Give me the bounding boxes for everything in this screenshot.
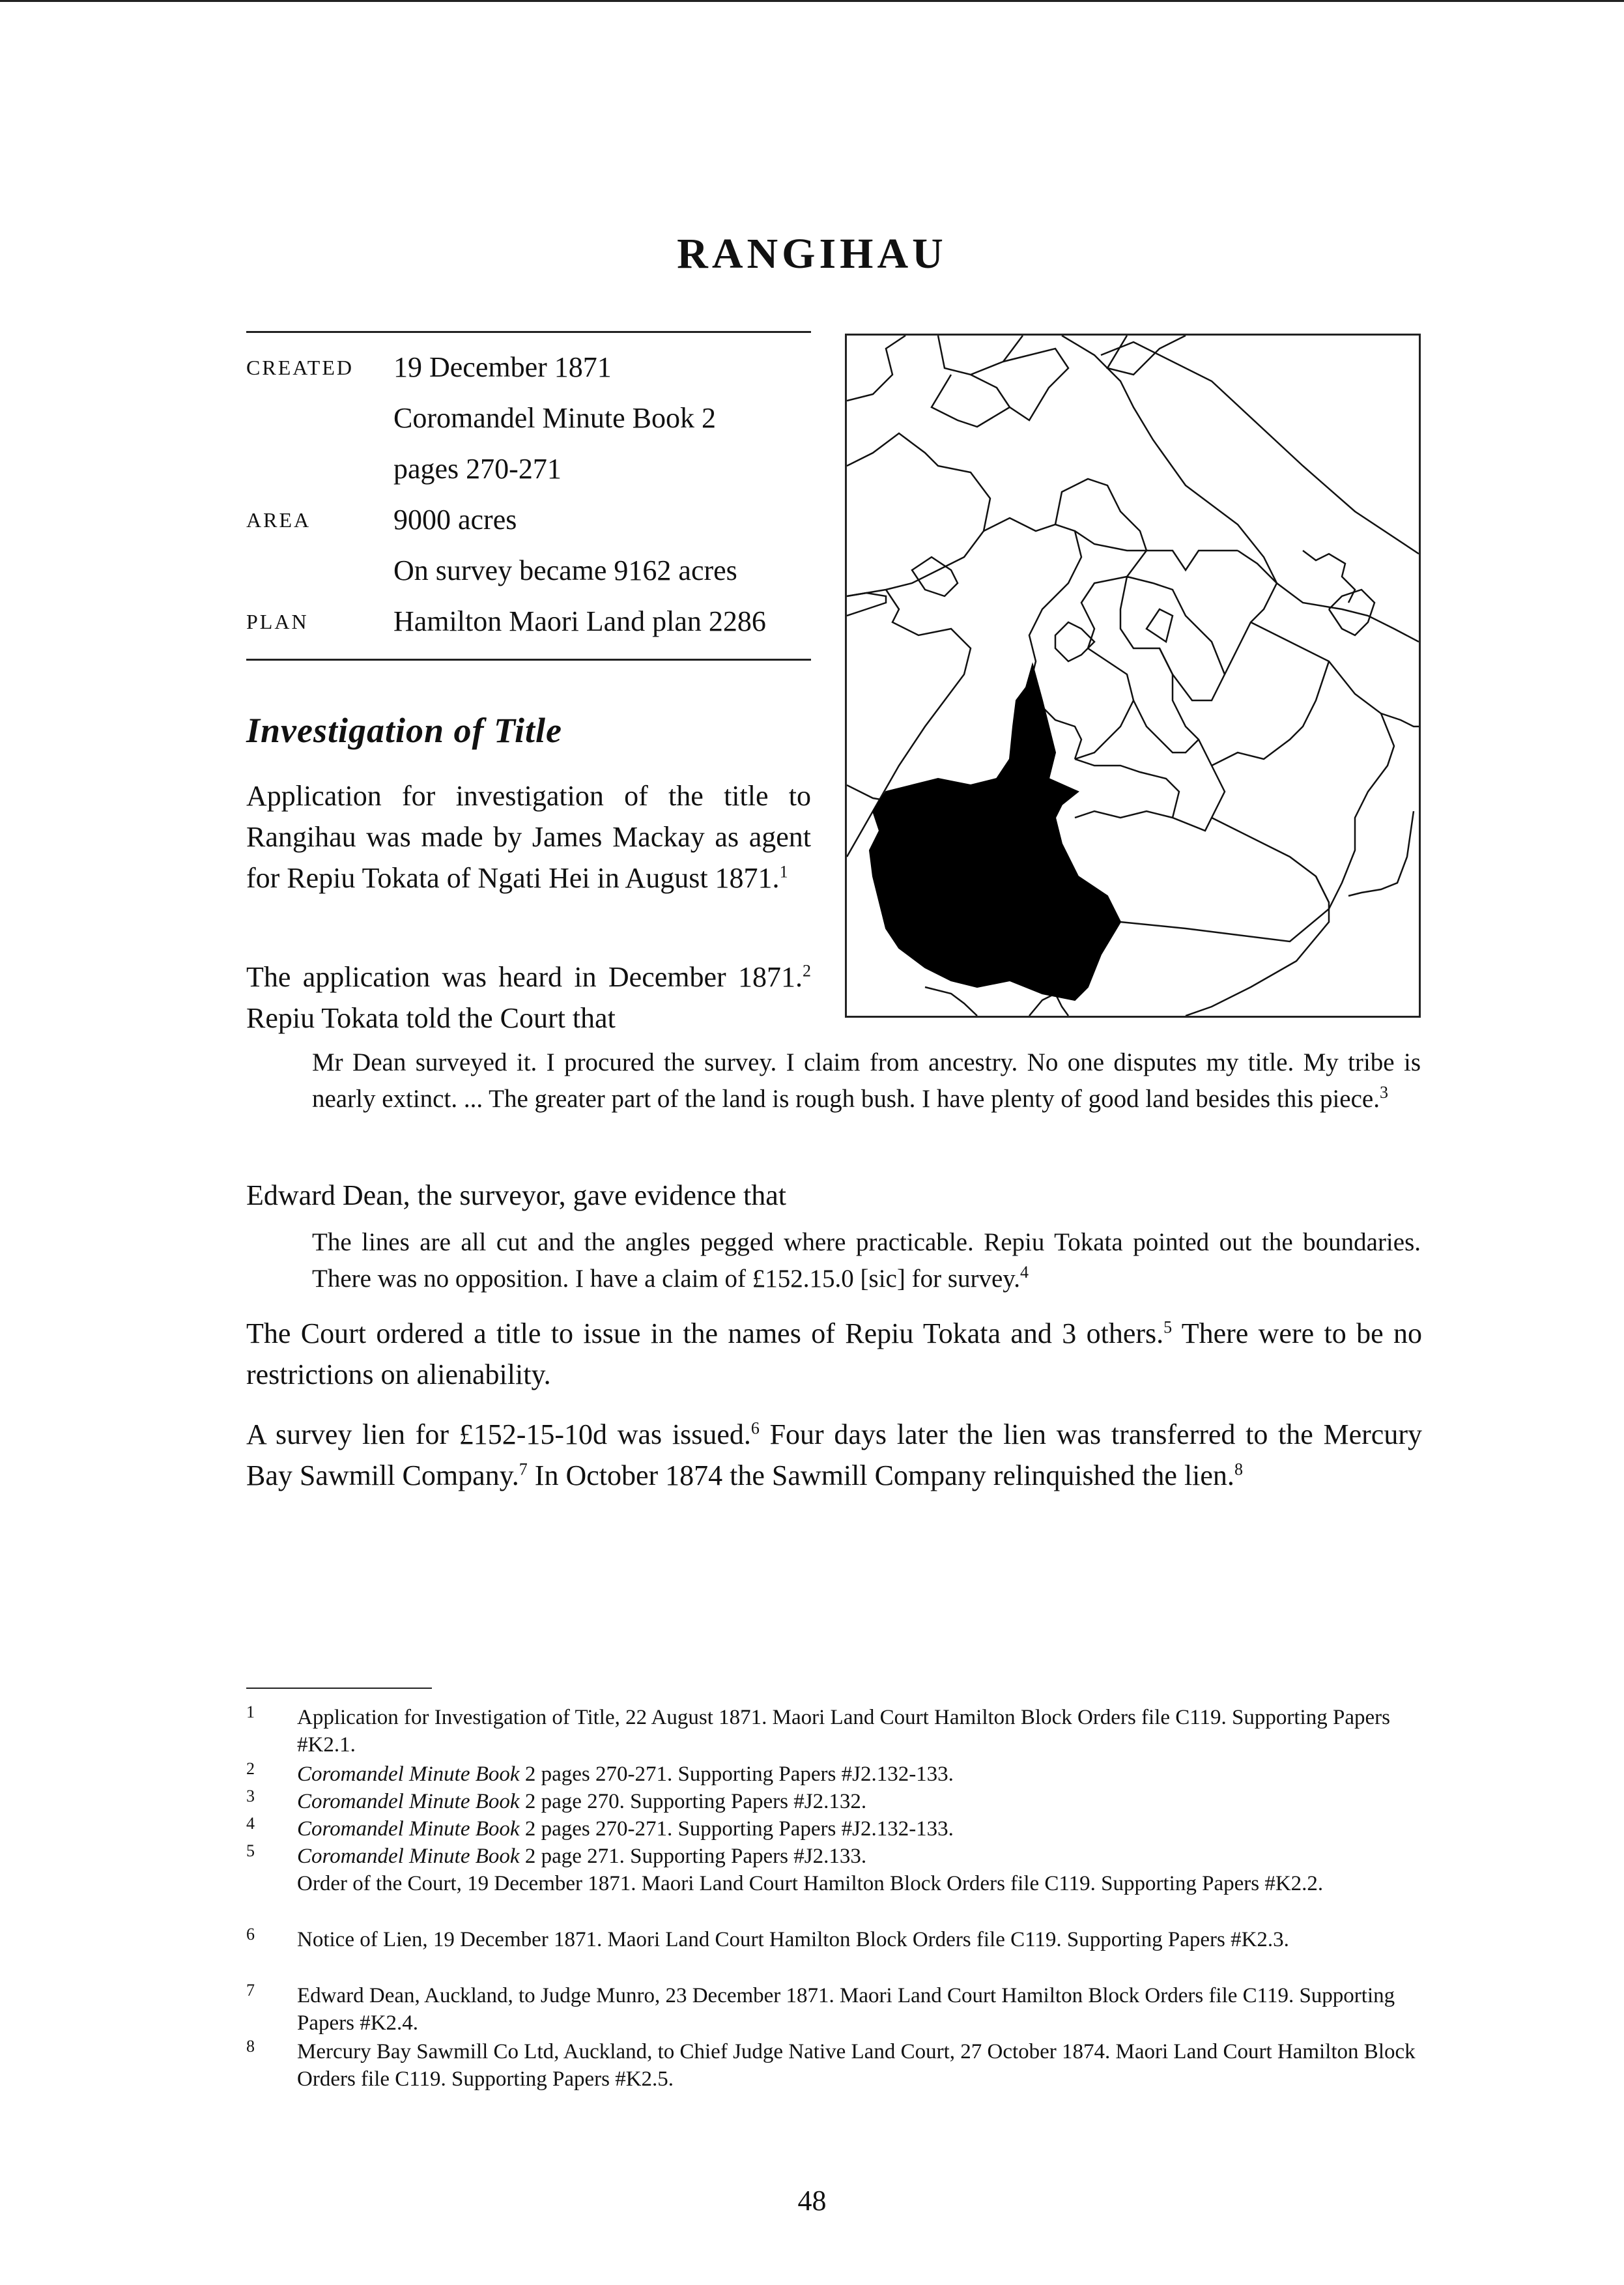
paragraph-hearing: The application was heard in December 1871.$^2$ Repiu Tokata told the Court that bbox=[246, 961, 811, 1034]
footnote-2: 2 Coromandel Minute Book 2 pages 270-271. Supporting Papers #J2.132-133. bbox=[246, 1759, 954, 1786]
footnote-1: 1 Application for Investigation of Title, 22 August 1871. Maori Land Court Hamilton Block Orders file C119. Supporting Papers #K2.1. bbox=[246, 1703, 1390, 1757]
footnote-ref-8: 8 bbox=[1234, 1459, 1243, 1479]
footnote-6: 6 Notice of Lien, 19 December 1871. Maori Land Court Hamilton Block Orders file C119. Supporting Papers #K2.3. bbox=[246, 1925, 1289, 1951]
footnote-4: 4 Coromandel Minute Book 2 pages 270-271. Supporting Papers #J2.132-133. bbox=[246, 1814, 954, 1841]
footnote-ref-6: 6 bbox=[750, 1418, 760, 1438]
created-label: CREATED bbox=[246, 356, 354, 379]
footnote-ref-4: 4 bbox=[1020, 1263, 1029, 1282]
top-rule bbox=[0, 0, 1624, 2]
footnote-ref-2: 2 bbox=[803, 961, 811, 981]
minute-book: Coromandel Minute Book 2 bbox=[393, 402, 716, 434]
created-date: 19 December 1871 bbox=[393, 351, 612, 383]
area-label: AREA bbox=[246, 508, 311, 532]
quote-edward-dean: The lines are all cut and the angles pegged where practicable. Repiu Tokata pointed out the boundaries. There was no opposition. I have a claim of £152.15.0 [sic] for survey.$^4$ bbox=[312, 1228, 1421, 1293]
plan-value: Hamilton Maori Land plan 2286 bbox=[393, 605, 766, 637]
paragraph-court-order: The Court ordered a title to issue in the names of Repiu Tokata and 3 others.$^5$ There were to be no restrictions on alienability. bbox=[246, 1317, 1422, 1390]
survey-area: On survey became 9162 acres bbox=[393, 554, 737, 586]
footnote-3: 3 Coromandel Minute Book 2 page 270. Supporting Papers #J2.132. bbox=[246, 1787, 867, 1813]
block-boundaries-map bbox=[847, 336, 1419, 1016]
page-number: 48 bbox=[797, 2185, 827, 2217]
location-map bbox=[845, 334, 1421, 1018]
footnote-ref-3: 3 bbox=[1379, 1083, 1388, 1102]
page-title: RANGIHAU bbox=[677, 230, 947, 278]
area-value: 9000 acres bbox=[393, 504, 517, 536]
footnote-5: 5 Coromandel Minute Book 2 page 271. Supporting Papers #J2.133. Order of the Court, 19 December 1871. Maori Land Court Hamilton Block Orders file C119. Supporting Papers #K2.2. bbox=[246, 1841, 1324, 1895]
section-heading: Investigation of Title bbox=[246, 711, 562, 750]
minute-book-pages: pages 270-271 bbox=[393, 453, 562, 485]
footnote-8: 8 Mercury Bay Sawmill Co Ltd, Auckland, to Chief Judge Native Land Court, 27 October 1874. Maori Land Court Hamilton Block Orders file C119. Supporting Papers #K2.5. bbox=[246, 2037, 1416, 2091]
footnote-ref-1: 1 bbox=[779, 862, 788, 882]
footnote-rule bbox=[246, 1688, 432, 1689]
plan-label: PLAN bbox=[246, 610, 309, 633]
paragraph-survey-lien: A survey lien for £152-15-10d was issued.$^6$ Four days later the lien was transferred to the Mercury Bay Sawmill Company.$^7$ In October 1874 the Sawmill Company relinquished the lien.$^8$ bbox=[246, 1418, 1422, 1491]
footnote-ref-5: 5 bbox=[1163, 1317, 1173, 1337]
block-metadata-table bbox=[246, 331, 811, 661]
quote-repiu-tokata: Mr Dean surveyed it. I procured the survey. I claim from ancestry. No one disputes my title. My tribe is nearly extinct. ... The greater part of the land is rough bush. I have plenty of good land besides this piece.$^3$ bbox=[312, 1048, 1421, 1113]
footnote-ref-7: 7 bbox=[519, 1459, 528, 1479]
paragraph-application: Application for investigation of the title to Rangihau was made by James Mackay as agent for Repiu Tokata of Ngati Hei in August 1871.$^1$ bbox=[246, 780, 811, 894]
footnote-7: 7 Edward Dean, Auckland, to Judge Munro, 23 December 1871. Maori Land Court Hamilton Block Orders file C119. Supporting Papers #K2.4. bbox=[246, 1981, 1395, 2035]
paragraph-dean-intro: Edward Dean, the surveyor, gave evidence that bbox=[246, 1179, 786, 1211]
rangihau-block-shape bbox=[870, 665, 1120, 1000]
